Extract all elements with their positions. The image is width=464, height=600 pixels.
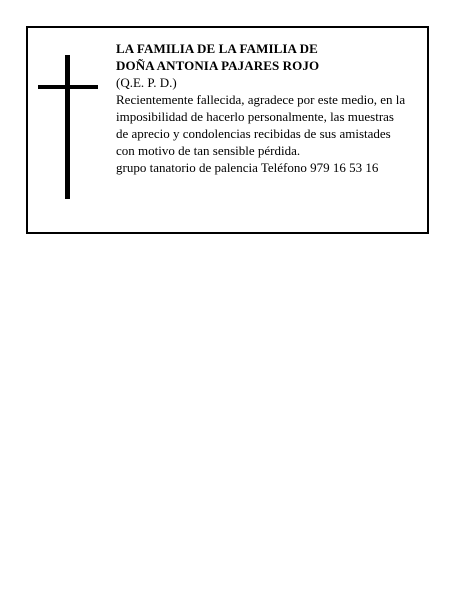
cross-vertical-bar (65, 55, 70, 199)
notice-text (116, 40, 421, 176)
heading-line-1: LA FAMILIA DE LA FAMILIA DE (116, 41, 318, 56)
body-line-3: de aprecio y condolencias recibidas de sus amistades (116, 126, 391, 141)
body-line-2: imposibilidad de hacerlo personalmente, las muestras (116, 109, 394, 124)
heading-line-2: DOÑA ANTONIA PAJARES ROJO (116, 58, 320, 73)
body-line-4: con motivo de tan sensible pérdida. (116, 143, 301, 158)
cross-horizontal-bar (38, 85, 98, 89)
body-line-1: Recientemente fallecida, agradece por este medio, en la (116, 92, 406, 107)
obituary-notice (26, 26, 429, 234)
cross-icon (38, 55, 98, 199)
contact-line: grupo tanatorio de palencia Teléfono 979 16 53 16 (116, 160, 379, 175)
qepd-label: (Q.E. P. D.) (116, 75, 177, 90)
